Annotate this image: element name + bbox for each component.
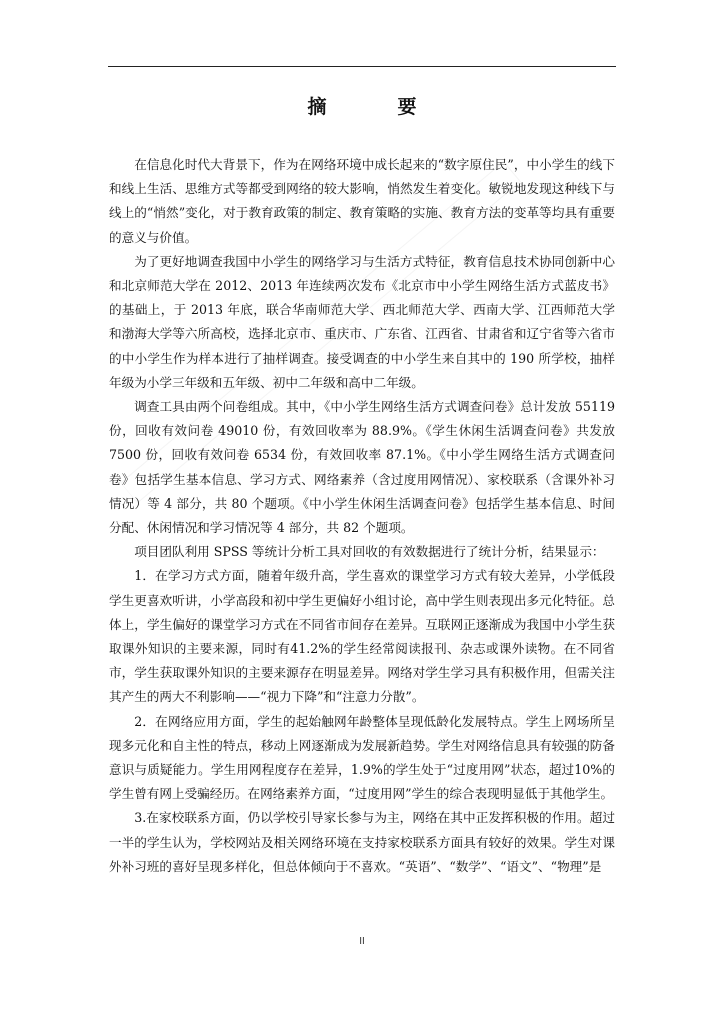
paragraph-finding-network: 2．在网络应用方面，学生的起始触网年龄整体呈现低龄化发展特点。学生上网场所呈现多元化和自主性的特点，移动上网逐渐成为发展新趋势。学生对网络信息具有较强的防备意识与质疑能力。学生用网程度存在差异，1.9%的学生处于“过度用网”状态，超过10%的学生曾有网上受骗经历。在网络素养方面，“过度用网”学生的综合表现明显低于其他学生。: [109, 713, 615, 802]
paragraph-analysis-intro: 项目团队利用 SPSS 等统计分析工具对回收的有效数据进行了统计分析，结果显示：: [134, 544, 605, 560]
page-number: II: [359, 936, 365, 947]
header-rule: [108, 66, 616, 67]
page-title: 摘 要: [307, 96, 443, 118]
paragraph-survey-design: 为了更好地调查我国中小学生的网络学习与生活方式特征，教育信息技术协同创新中心和北京师范大学在 2012、2013 年连续两次发布《北京市中小学生网络生活方式蓝皮书》的基础上，于 2013 年底，联合华南师范大学、西北师范大学、西南大学、江西师范大学和渤海大学等六所高校，选择北京市、重庆市、广东省、江西省、甘肃省和辽宁省等六省市的中小学生作为样本进行了抽样调查。接受调查的中小学生来自其中的 190 所学校，抽样年级为小学三年级和五年级、初中二年级和高中二年级。: [109, 253, 615, 390]
paragraph-finding-home-school: 3.在家校联系方面，仍以学校引导家长参与为主，网络在其中正发挥积极的作用。超过一半的学生认为，学校网站及相关网络环境在支持家校联系方面具有较好的效果。学生对课外补习班的喜好呈现多样化，但总体倾向于不喜欢。“英语”、“数学”、“语文”、“物理”是: [109, 810, 615, 874]
paragraph-survey-tools: 调查工具由两个问卷组成。其中，《中小学生网络生活方式调查问卷》总计发放 55119 份，回收有效问卷 49010 份，有效回收率为 88.9%。《学生休闲生活调查问卷》共发放 7500 份，回收有效问卷 6534 份，有效回收率 87.1%。《中小学生网络生活方式调查问卷》包括学生基本信息、学习方式、网络素养（含过度用网情况）、家校联系（含课外补习情况）等 4 部分，共 80 个题项。《中小学生休闲生活调查问卷》包括学生基本信息、时间分配、休闲情况和学习情况等 4 部分，共 82 个题项。: [109, 399, 615, 536]
abstract-body: [109, 153, 615, 879]
paragraph-finding-learning: 1．在学习方式方面，随着年级升高，学生喜欢的课堂学习方式有较大差异，小学低段学生更喜欢听讲，小学高段和初中学生更偏好小组讨论，高中学生则表现出多元化特征。总体上，学生偏好的课堂学习方式在不同省市间存在差异。互联网正逐渐成为我国中小学生获取课外知识的主要来源，同时有41.2%的学生经常阅读报刊、杂志或课外读物。在不同省市，学生获取课外知识的主要来源存在明显差异。网络对学生学习具有积极作用，但需关注其产生的两大不利影响——“视力下降”和“注意力分散”。: [109, 568, 615, 705]
paragraph-background: 在信息化时代大背景下，作为在网络环境中成长起来的“数字原住民”，中小学生的线下和线上生活、思维方式等都受到网络的较大影响，悄然发生着变化。敏锐地发现这种线下与线上的“悄然”变化，对于教育政策的制定、教育策略的实施、教育方法的变革等均具有重要的意义与价值。: [109, 157, 615, 245]
